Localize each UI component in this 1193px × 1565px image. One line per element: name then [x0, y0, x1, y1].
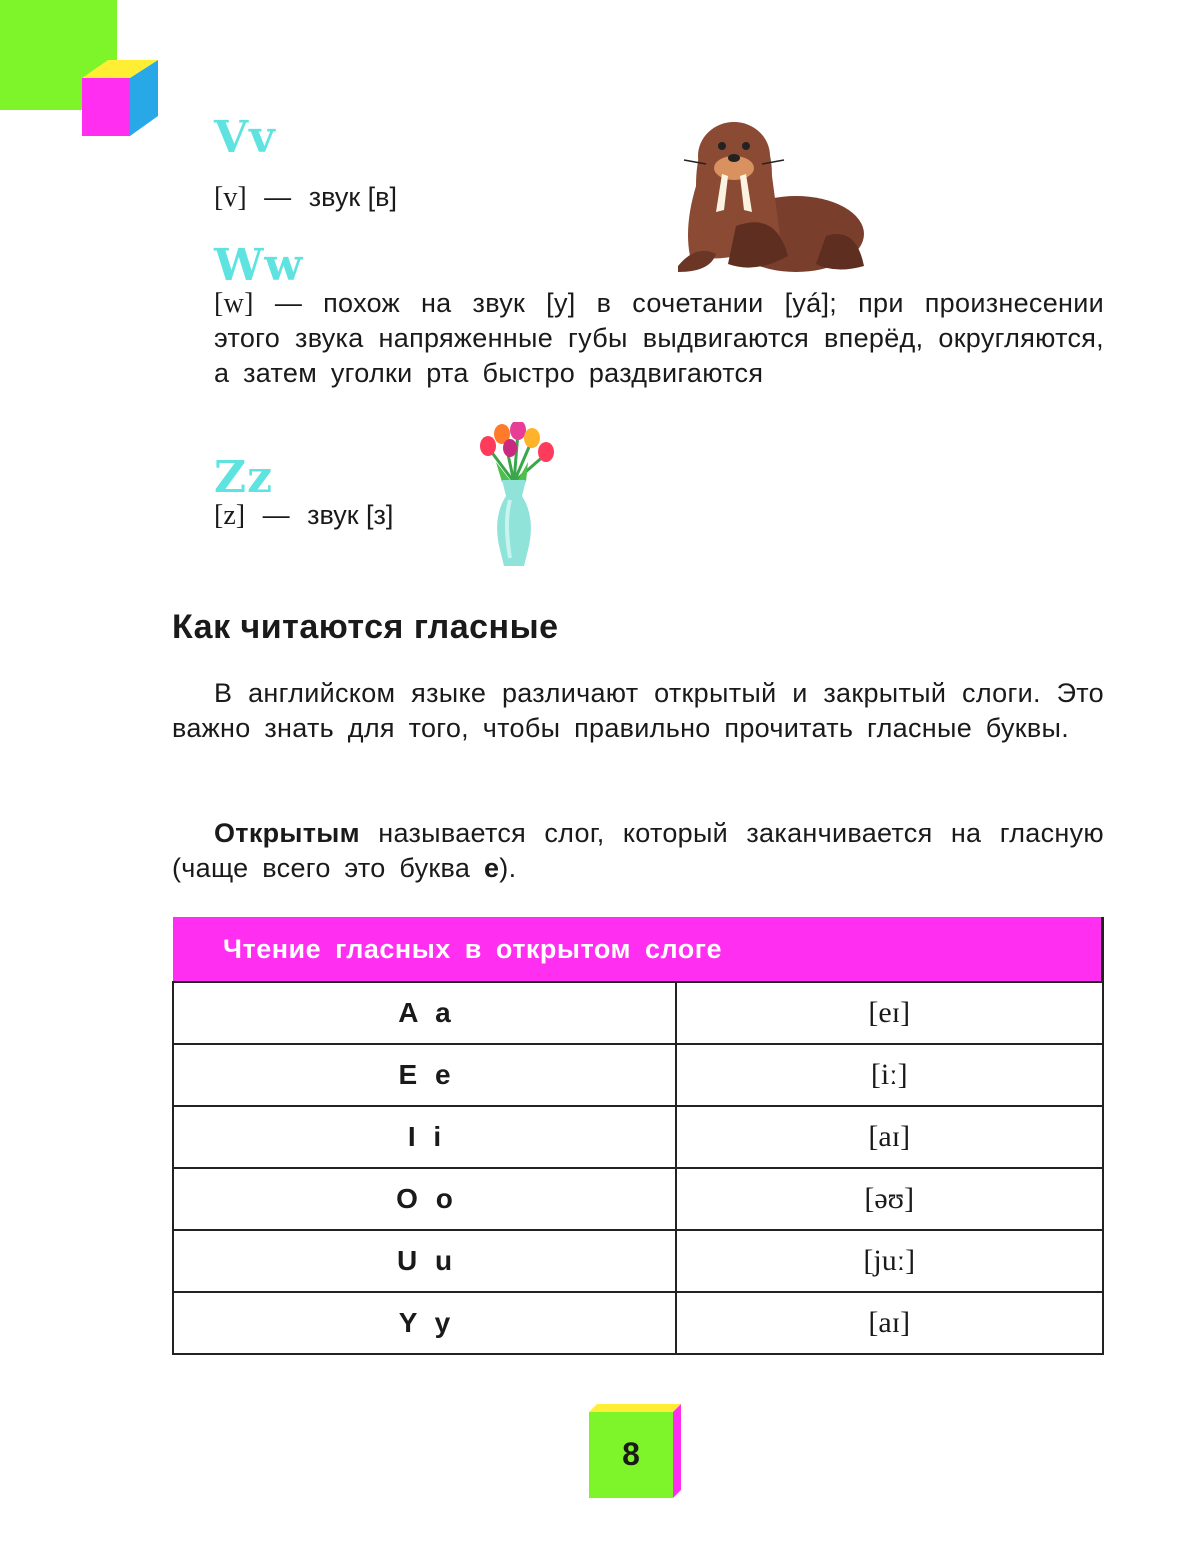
vowel-letter-cell: U u	[173, 1230, 676, 1292]
letter-w-heading: Ww	[214, 240, 304, 291]
letter-z-heading: Zz	[214, 452, 274, 503]
letter-v-text: звук [в]	[308, 182, 397, 212]
open-syllable-paragraph	[172, 816, 1104, 886]
table-header-row	[173, 917, 1103, 982]
table-row	[173, 1106, 1103, 1168]
table-row	[173, 1292, 1103, 1354]
letter-w-description	[214, 286, 1104, 391]
vowel-ipa-cell: [əʊ]	[676, 1168, 1103, 1230]
table-row	[173, 1168, 1103, 1230]
vowel-ipa-cell: [eɪ]	[676, 982, 1103, 1044]
section-title: Как читаются гласные	[172, 608, 559, 646]
table-row	[173, 982, 1103, 1044]
letter-v-heading: Vv	[214, 112, 276, 163]
letter-v-dash: —	[264, 182, 292, 212]
vowel-ipa-cell: [aɪ]	[676, 1106, 1103, 1168]
vowel-letter-cell: Y y	[173, 1292, 676, 1354]
vowel-ipa-cell: [juː]	[676, 1230, 1103, 1292]
table-header: Чтение гласных в открытом слоге	[173, 917, 1103, 982]
letter-v-sound	[214, 180, 397, 215]
walrus-illustration	[676, 116, 870, 278]
letter-v-ipa: [v]	[214, 182, 247, 213]
open-syllable-text: называется слог, который заканчивается на гласную (чаще всего это буква	[172, 818, 1104, 883]
intro-paragraph: В английском языке различают открытый и закрытый слоги. Это важно знать для того, чтобы правильно прочитать гласные буквы.	[172, 678, 1104, 743]
letter-z-sound	[214, 498, 393, 533]
letter-w-ipa: [w]	[214, 288, 254, 319]
vowel-ipa-cell: [aɪ]	[676, 1292, 1103, 1354]
letter-z-ipa: [z]	[214, 500, 246, 531]
open-syllable-term: Открытым	[214, 818, 360, 848]
open-syllable-letter: е	[483, 853, 500, 883]
vowel-ipa-cell: [iː]	[676, 1044, 1103, 1106]
tulip-vase-illustration	[470, 422, 560, 572]
table-row	[173, 1230, 1103, 1292]
table-row	[173, 1044, 1103, 1106]
vowel-letter-cell: E e	[173, 1044, 676, 1106]
vowel-table	[172, 917, 1104, 1355]
vowel-letter-cell: A a	[173, 982, 676, 1044]
vowel-letter-cell: O o	[173, 1168, 676, 1230]
open-syllable-end: ).	[499, 853, 517, 883]
vowel-letter-cell: I i	[173, 1106, 676, 1168]
letter-w-text: — похож на звук [у] в сочетании [уá]; при произнесении этого звука напряженные губы выдвигаются вперёд, округляются, а затем уголки рта быстро раздвигаются	[214, 288, 1104, 388]
letter-z-text: звук [з]	[307, 500, 394, 530]
cube-icon	[80, 56, 162, 140]
page-number: 8	[622, 1435, 640, 1472]
letter-z-dash: —	[262, 500, 290, 530]
